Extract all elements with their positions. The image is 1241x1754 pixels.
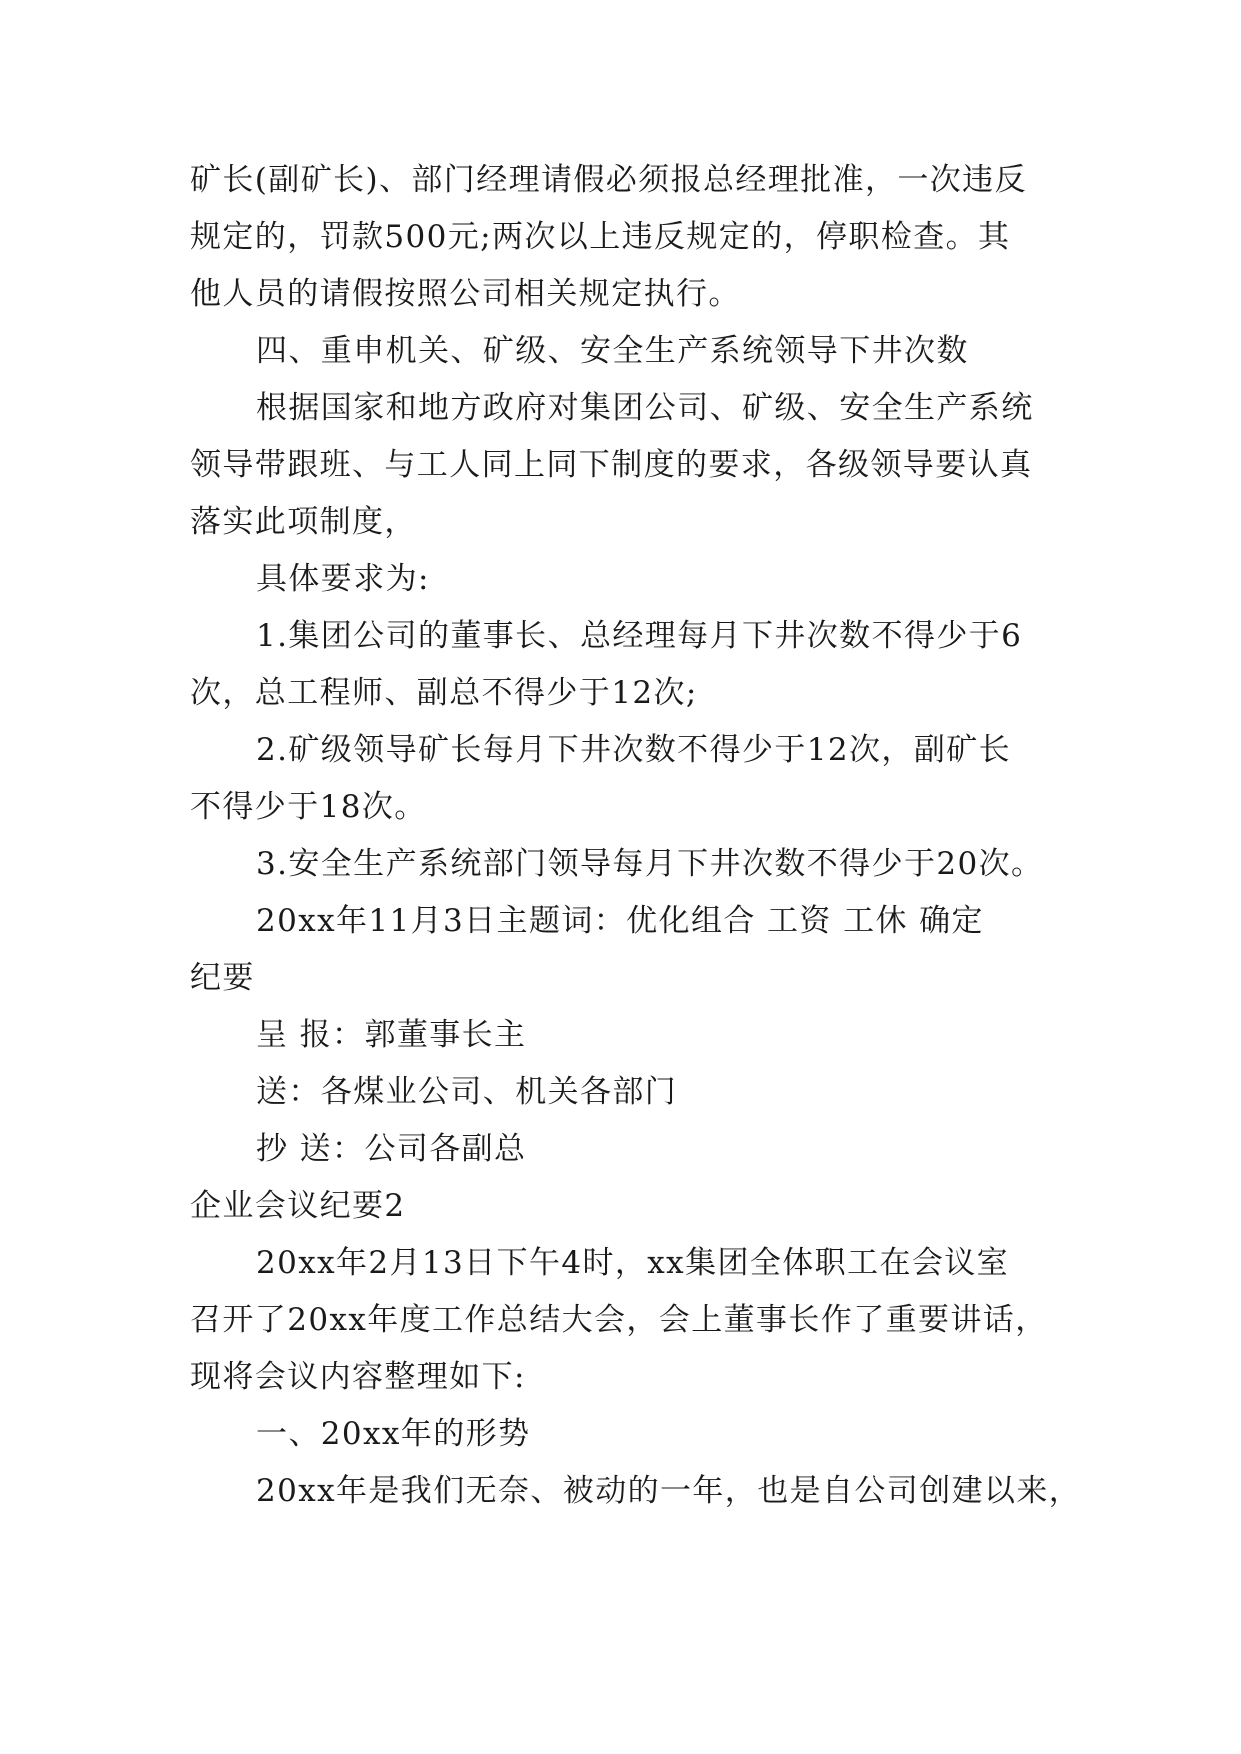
text-line: 具体要求为: xyxy=(256,561,430,597)
text-line: 他人员的请假按照公司相关规定执行。 xyxy=(190,276,741,312)
text-line: 纪要 xyxy=(190,960,255,996)
text-line: 不得少于18次。 xyxy=(190,789,427,825)
section-heading: 四、重申机关、矿级、安全生产系统领导下井次数 xyxy=(256,333,969,369)
text-line: 20xx年是我们无奈、被动的一年，也是自公司创建以来， xyxy=(256,1473,1082,1509)
text-line: 领导带跟班、与工人同上同下制度的要求，各级领导要认真 xyxy=(190,447,1033,483)
send-to-line: 送：各煤业公司、机关各部门 xyxy=(256,1074,678,1110)
keywords-line: 20xx年11月3日主题词：优化组合 工资 工休 确定 xyxy=(256,903,984,939)
list-item: 3.安全生产系统部门领导每月下井次数不得少于20次。 xyxy=(256,846,1044,882)
text-line: 20xx年2月13日下午4时，xx集团全体职工在会议室 xyxy=(256,1245,1010,1281)
text-line: 现将会议内容整理如下: xyxy=(190,1359,526,1395)
text-line: 次，总工程师、副总不得少于12次; xyxy=(190,675,698,711)
list-item: 1.集团公司的董事长、总经理每月下井次数不得少于6 xyxy=(256,618,1023,654)
cc-line: 抄 送：公司各副总 xyxy=(256,1131,527,1167)
text-line: 矿长(副矿长)、部门经理请假必须报总经理批准，一次违反 xyxy=(190,162,1027,198)
list-item: 2.矿级领导矿长每月下井次数不得少于12次，副矿长 xyxy=(256,732,1012,768)
report-to-line: 呈 报：郭董事长主 xyxy=(256,1017,527,1053)
text-line: 落实此项制度， xyxy=(190,504,417,540)
text-line: 根据国家和地方政府对集团公司、矿级、安全生产系统 xyxy=(256,390,1034,426)
text-line: 规定的，罚款500元;两次以上违反规定的，停职检查。其 xyxy=(190,219,1011,255)
text-line: 召开了20xx年度工作总结大会，会上董事长作了重要讲话， xyxy=(190,1302,1048,1338)
document-title: 企业会议纪要2 xyxy=(190,1188,406,1224)
section-heading: 一、20xx年的形势 xyxy=(256,1416,531,1452)
